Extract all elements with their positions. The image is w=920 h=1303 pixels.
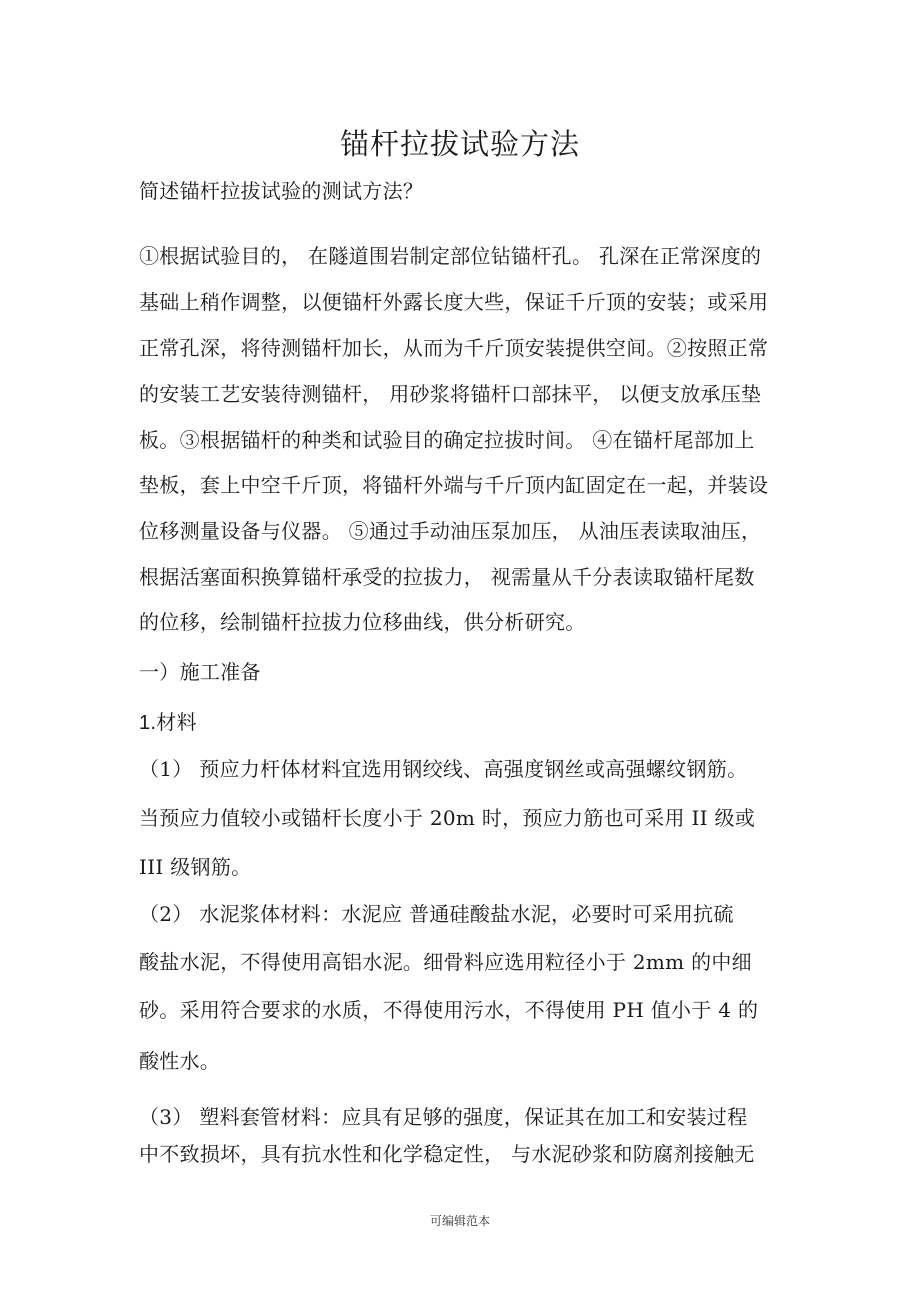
answer-line-8: 根据活塞面积换算锚杆承受的拉拔力， 视需量从千分表读取锚杆尾数 [139, 565, 755, 589]
item1-line2: 当预应力值较小或锚杆长度小于 20m 时，预应力筋也可采用 II 级或 [139, 806, 756, 830]
item3-line2: 中不致损坏，具有抗水性和化学稳定性， 与水泥砂浆和防腐剂接触无 [139, 1142, 755, 1166]
answer-line-4: 的安装工艺安装待测锚杆， 用砂浆将锚杆口部抹平， 以便支放承压垫 [139, 382, 762, 406]
item2-line1: （2） 水泥浆体材料：水泥应 普通硅酸盐水泥，必要时可采用抗硫 [139, 902, 734, 926]
answer-line-5: 板。③根据锚杆的种类和试验目的确定拉拔时间。 ④在锚杆尾部加上 [139, 428, 755, 452]
answer-line-6: 垫板，套上中空千斤顶，将锚杆外端与千斤顶内缸固定在一起，并装设 [139, 473, 769, 497]
item2-line2: 酸盐水泥，不得使用高铝水泥。细骨料应选用粒径小于 2mm 的中细 [139, 950, 752, 974]
document-title: 锚杆拉拔试验方法 [339, 127, 580, 161]
answer-line-9: 的位移，绘制锚杆拉拔力位移曲线，供分析研究。 [139, 610, 586, 634]
page-footer: 可编辑范本 [429, 1214, 490, 1228]
item2-line4: 酸性水。 [139, 1049, 221, 1073]
item1-line3: III 级钢筋。 [139, 855, 252, 879]
item2-line3: 砂。采用符合要求的水质，不得使用污水，不得使用 PH 值小于 4 的 [139, 998, 759, 1022]
answer-line-1: ①根据试验目的， 在隧道围岩制定部位钻锚杆孔。 孔深在正常深度的 [139, 244, 762, 268]
question-line: 简述锚杆拉拔试验的测试方法？ [139, 179, 424, 203]
answer-line-3: 正常孔深，将待测锚杆加长，从而为千斤顶安装提供空间。②按照正常 [139, 336, 769, 360]
item1-line1: （1） 预应力杆体材料宜选用钢绞线、高强度钢丝或高强螺纹钢筋。 [139, 757, 748, 781]
section-heading: 一）施工准备 [139, 660, 261, 684]
subsection-heading: 1.材料 [139, 712, 197, 734]
answer-line-7: 位移测量设备与仪器。 ⑤通过手动油压泵加压， 从油压表读取油压， [139, 519, 762, 543]
item3-line1: （3） 塑料套管材料：应具有足够的强度，保证其在加工和安装过程 [139, 1105, 748, 1129]
answer-line-2: 基础上稍作调整，以便锚杆外露长度大些，保证千斤顶的安装；或采用 [139, 290, 769, 314]
